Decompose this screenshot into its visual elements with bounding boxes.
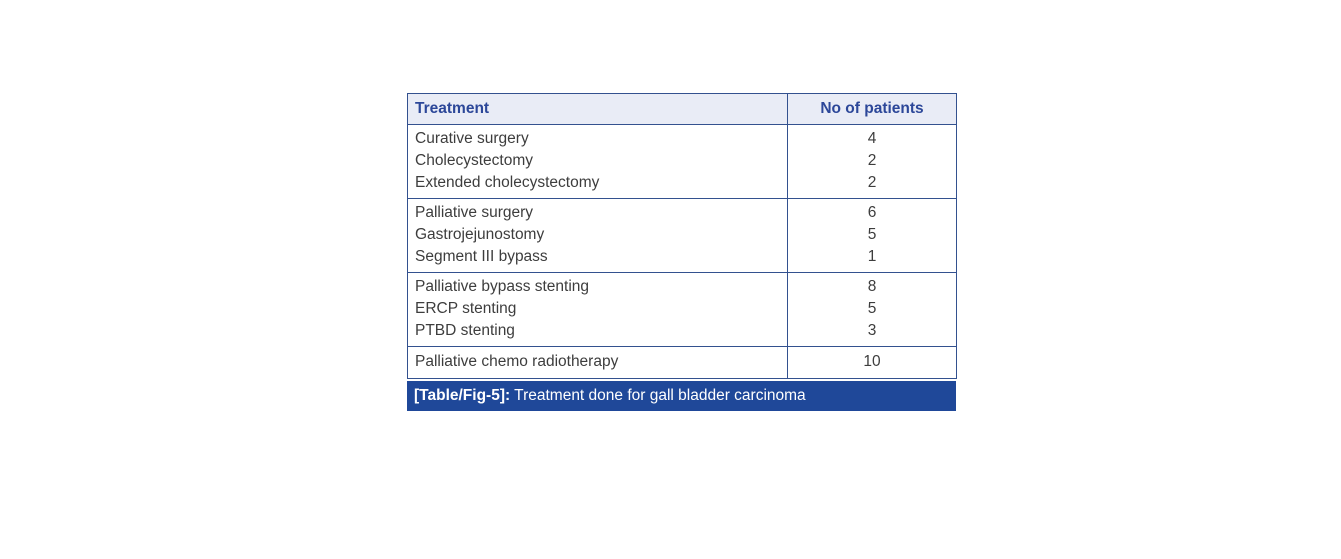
patient-count-cell — [788, 199, 957, 273]
table-header-row — [408, 94, 957, 125]
patient-count: 5 — [867, 226, 877, 243]
table-row-palliative-surgery-group — [408, 199, 957, 273]
patient-count-cell — [788, 125, 957, 199]
table-caption-bar — [407, 381, 956, 411]
patient-count: 2 — [867, 152, 877, 169]
treatment-name: Cholecystectomy — [415, 152, 534, 169]
treatment-name: Gastrojejunostomy — [415, 226, 545, 243]
patient-count-cell — [788, 273, 957, 347]
treatment-table — [407, 93, 957, 379]
treatment-cell — [408, 273, 788, 347]
patient-count-cell — [788, 347, 957, 379]
treatment-name: ERCP stenting — [415, 300, 517, 317]
patient-count: 1 — [867, 248, 877, 265]
patient-count: 6 — [867, 204, 877, 221]
treatment-table-figure — [407, 93, 956, 411]
table-row-palliative-chemo-radiotherapy — [408, 347, 957, 379]
treatment-name: Palliative surgery — [415, 204, 534, 221]
column-header-no-of-patients: No of patients — [788, 94, 957, 125]
patient-count: 5 — [867, 300, 877, 317]
caption-label: [Table/Fig-5]: — [414, 387, 511, 404]
treatment-cell — [408, 125, 788, 199]
table-row-palliative-stenting-group — [408, 273, 957, 347]
patient-count: 2 — [867, 174, 877, 191]
treatment-name: Palliative chemo radiotherapy — [415, 353, 619, 370]
patient-count: 3 — [867, 322, 877, 339]
patient-count: 10 — [863, 353, 881, 370]
caption-text: Treatment done for gall bladder carcinoma — [510, 387, 806, 404]
treatment-name: Curative surgery — [415, 130, 529, 147]
treatment-name: Extended cholecystectomy — [415, 174, 600, 191]
patient-count: 4 — [867, 130, 877, 147]
treatment-name: Segment III bypass — [415, 248, 548, 265]
treatment-name: PTBD stenting — [415, 322, 515, 339]
treatment-cell — [408, 199, 788, 273]
treatment-cell — [408, 347, 788, 379]
treatment-name: Palliative bypass stenting — [415, 278, 590, 295]
column-header-treatment: Treatment — [408, 94, 788, 125]
patient-count: 8 — [867, 278, 877, 295]
table-row-curative-surgery-group — [408, 125, 957, 199]
